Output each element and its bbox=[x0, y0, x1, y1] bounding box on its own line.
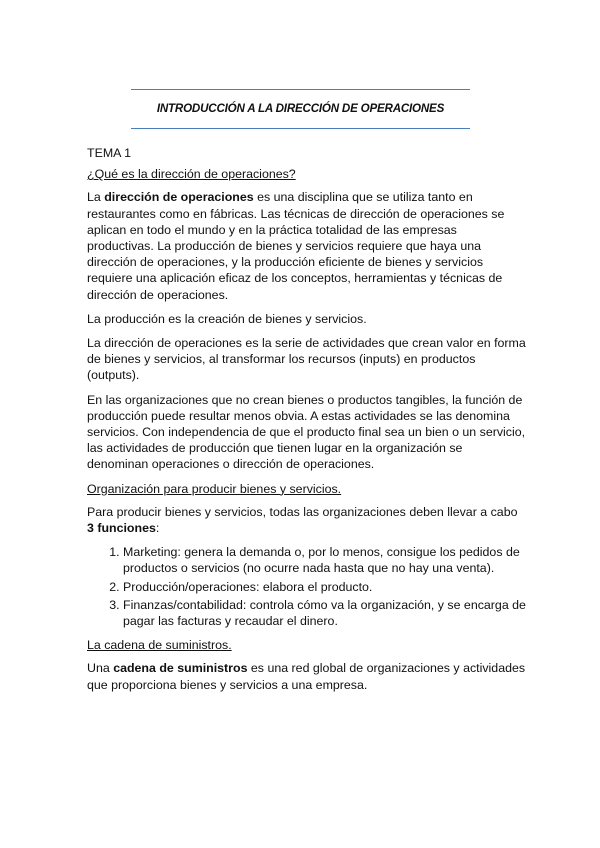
tema-label: TEMA 1 bbox=[87, 146, 132, 160]
paragraph-text: Una bbox=[87, 661, 114, 676]
paragraph-produccion: La producción es la creación de bienes y servicios. bbox=[87, 311, 367, 326]
section-heading-que-es: ¿Qué es la dirección de operaciones? bbox=[87, 167, 296, 182]
paragraph-serie-actividades: La dirección de operaciones es la serie de actividades que crean valor en forma de bienes y servicios, al transformar los recursos (inputs) en productos (outputs). bbox=[87, 336, 526, 383]
paragraph-text: Para producir bienes y servicios, todas las organizaciones deben llevar a cabo bbox=[87, 504, 518, 519]
list-item: 3. Finanzas/contabilidad: controla cómo va la organización, y se encarga de pagar las facturas y recaudar el dinero. bbox=[123, 597, 527, 629]
paragraph-text: es una disciplina que se utiliza tanto en restaurantes como en fábricas. Las técnicas de dirección de operaciones se aplican en todo el mundo y en la práctica totalidad de las empresas productivas. La producción de bienes y servicios requiere que haya una dirección de operaciones, y la producción eficiente de bienes y servicios requiere una aplicación eficaz de los conceptos, herramientas y técnicas de dirección de operaciones. bbox=[87, 190, 505, 302]
bold-term: 3 funciones bbox=[87, 521, 156, 536]
paragraph-text: es una red global de organizaciones y actividades que proporciona bienes y servicios a una empresa. bbox=[87, 661, 526, 692]
paragraph-text: : bbox=[155, 521, 160, 536]
paragraph-text: La bbox=[87, 190, 105, 205]
list-item: 1. Marketing: genera la demanda o, por lo menos, consigue los pedidos de productos o servicios (no ocurre nada hasta que no hay una venta). bbox=[123, 544, 527, 576]
paragraph-cadena bbox=[87, 660, 527, 692]
document-title: INTRODUCCIÓN A LA DIRECCIÓN DE OPERACIONES bbox=[156, 101, 445, 115]
paragraph-funciones-intro bbox=[87, 504, 527, 536]
paragraph-servicios: En las organizaciones que no crean bienes o productos tangibles, la función de producción puede resultar menos obvia. A estas actividades se las denomina servicios. Con independencia de que el producto final sea un bien o un servicio, las actividades de producción que tienen lugar en la organización se denominan operaciones o dirección de operaciones. bbox=[87, 392, 526, 472]
paragraph-definicion bbox=[87, 189, 527, 302]
document-body bbox=[87, 145, 527, 701]
title-block bbox=[131, 89, 470, 129]
bold-term: dirección de operaciones bbox=[104, 190, 254, 205]
section-heading-organizacion: Organización para producir bienes y servicios. bbox=[87, 481, 342, 496]
functions-list bbox=[87, 544, 527, 629]
bold-term: cadena de suministros bbox=[113, 661, 248, 676]
list-item: 2. Producción/operaciones: elabora el producto. bbox=[123, 579, 527, 595]
section-heading-cadena: La cadena de suministros. bbox=[87, 638, 232, 653]
